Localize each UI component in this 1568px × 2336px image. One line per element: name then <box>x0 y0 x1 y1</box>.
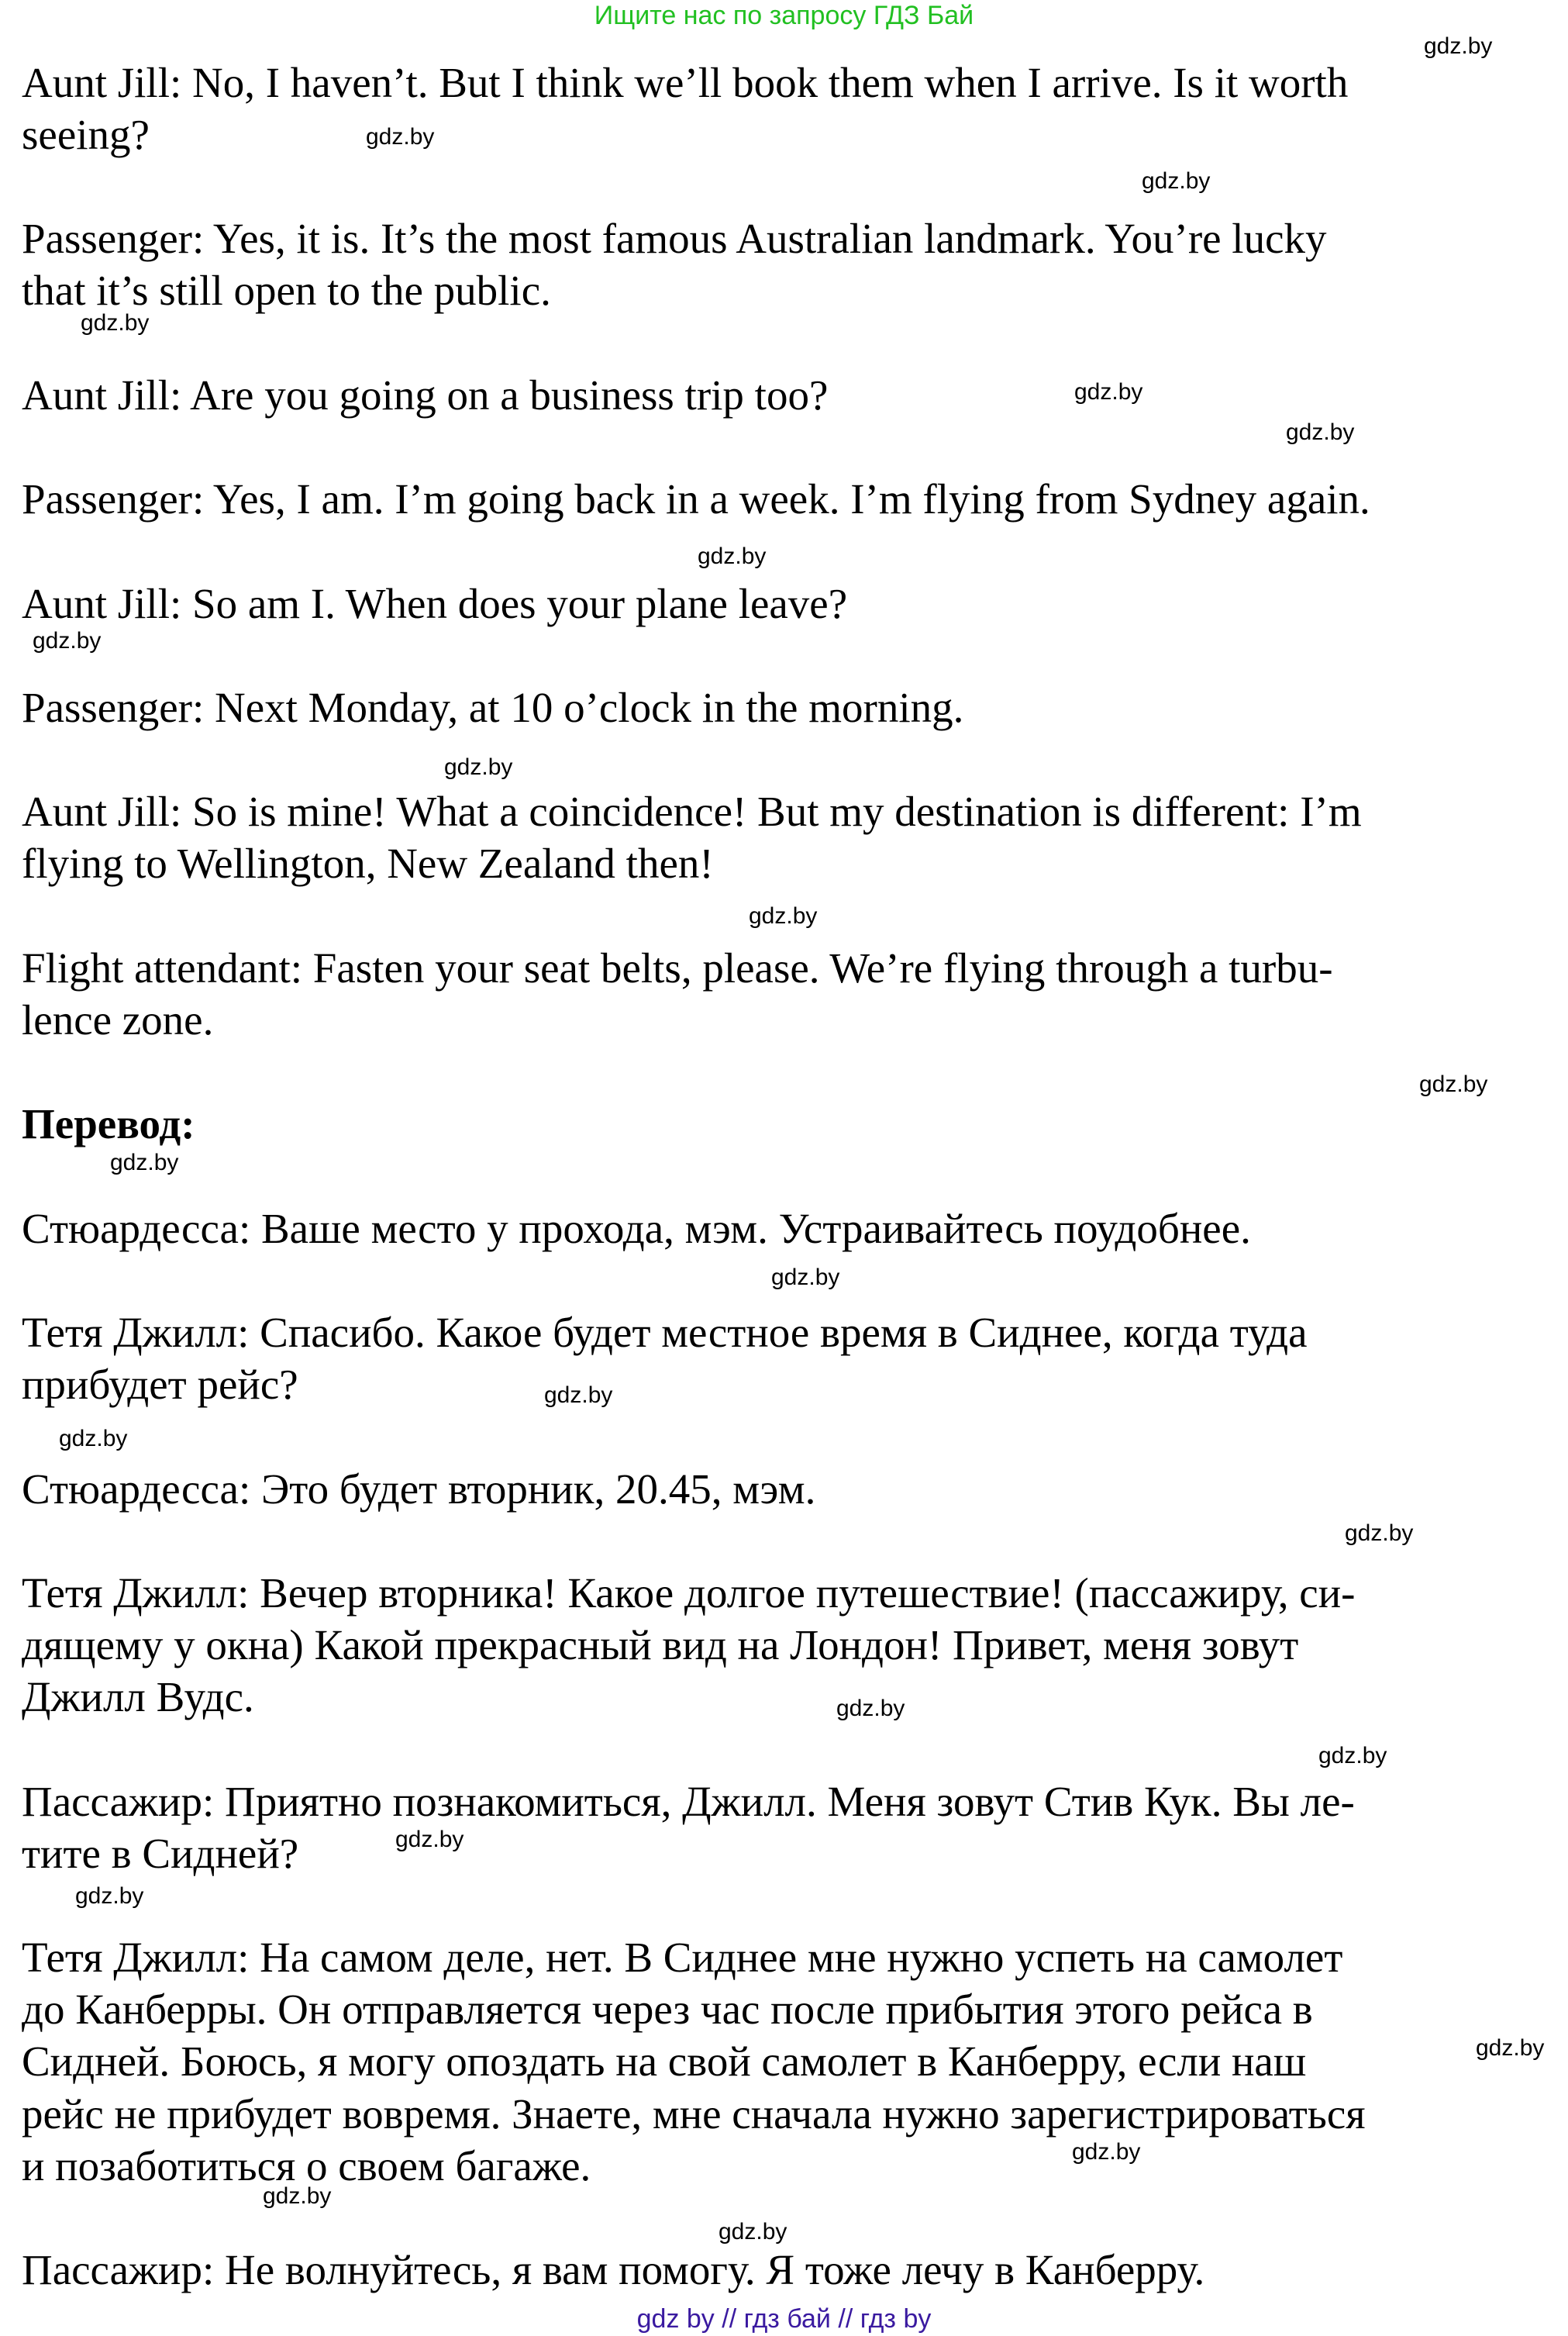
watermark: gdz.by <box>1476 2035 1545 2061</box>
translation-heading: Перевод: <box>22 1100 195 1147</box>
text-line: Пассажир: Приятно познакомиться, Джилл. Меня зовут Стив Кук. Вы ле- <box>22 1778 1355 1825</box>
text-line: Aunt Jill: No, I haven’t. But I think we’ll book them when I arrive. Is it worth <box>22 59 1349 106</box>
top-banner[interactable]: Ищите нас по запросу ГДЗ Бай <box>594 1 974 30</box>
watermark: gdz.by <box>366 124 435 150</box>
watermark: gdz.by <box>75 1883 144 1909</box>
text-line: Passenger: Yes, I am. I’m going back in a week. I’m flying from Sydney again. <box>22 475 1370 523</box>
text-line: seeing? <box>22 111 150 158</box>
text-line: тите в Сидней? <box>22 1830 299 1877</box>
watermark: gdz.by <box>1074 379 1143 405</box>
text-line: Тетя Джилл: На самом деле, нет. В Сиднее мне нужно успеть на самолет <box>22 1934 1343 1981</box>
watermark: gdz.by <box>395 1827 464 1852</box>
watermark: gdz.by <box>698 543 767 569</box>
text-line: Flight attendant: Fasten your seat belts, please. We’re flying through a turbu- <box>22 944 1333 992</box>
text-line: до Канберры. Он отправляется через час после прибытия этого рейса в <box>22 1986 1313 2033</box>
watermark: gdz.by <box>1142 168 1211 194</box>
watermark: gdz.by <box>1345 1520 1414 1546</box>
watermark: gdz.by <box>110 1150 179 1175</box>
watermark: gdz.by <box>444 754 513 780</box>
watermark: gdz.by <box>1318 1743 1387 1768</box>
text-line: Тетя Джилл: Спасибо. Какое будет местное время в Сиднее, когда туда <box>22 1309 1308 1356</box>
watermark: gdz.by <box>81 310 150 336</box>
watermark: gdz.by <box>771 1265 840 1290</box>
text-line: Passenger: Yes, it is. It’s the most famous Australian landmark. You’re lucky <box>22 215 1327 262</box>
text-line: Aunt Jill: So is mine! What a coincidence! But my destination is different: I’m <box>22 788 1362 835</box>
text-line: и позаботиться о своем багаже. <box>22 2142 591 2189</box>
text-line: Стюардесса: Ваше место у прохода, мэм. Устраивайтесь поудобнее. <box>22 1205 1251 1252</box>
watermark: gdz.by <box>1419 1071 1488 1097</box>
text-line: Пассажир: Не волнуйтесь, я вам помогу. Я тоже лечу в Канберру. <box>22 2246 1205 2293</box>
watermark: gdz.by <box>59 1426 128 1451</box>
text-line: дящему у окна) Какой прекрасный вид на Лондон! Привет, меня зовут <box>22 1621 1299 1668</box>
text-line: Aunt Jill: So am I. When does your plane leave? <box>22 580 848 627</box>
text-line: Passenger: Next Monday, at 10 o’clock in the morning. <box>22 684 964 731</box>
text-line: прибудет рейс? <box>22 1361 298 1408</box>
text-line: Тетя Джилл: Вечер вторника! Какое долгое путешествие! (пассажиру, си- <box>22 1569 1356 1617</box>
footer-links[interactable]: gdz by // гдз бай // гдз by <box>636 2304 932 2334</box>
watermark: gdz.by <box>749 903 818 929</box>
watermark: gdz.by <box>544 1382 613 1408</box>
watermark: gdz.by <box>1286 419 1355 445</box>
watermark: gdz.by <box>836 1696 905 1721</box>
text-line: Сидней. Боюсь, я могу опоздать на свой самолет в Канберру, если наш <box>22 2038 1307 2085</box>
watermark: gdz.by <box>1424 33 1493 59</box>
watermark: gdz.by <box>263 2183 332 2209</box>
text-line: Джилл Вудс. <box>22 1673 254 1720</box>
text-line: flying to Wellington, New Zealand then! <box>22 840 714 887</box>
watermark: gdz.by <box>1072 2139 1141 2165</box>
text-line: рейс не прибудет вовремя. Знаете, мне сначала нужно зарегистрироваться <box>22 2090 1366 2138</box>
text-line: Стюардесса: Это будет вторник, 20.45, мэм. <box>22 1465 816 1513</box>
text-line: Aunt Jill: Are you going on a business trip too? <box>22 371 829 419</box>
text-line: that it’s still open to the public. <box>22 267 551 314</box>
text-line: lence zone. <box>22 996 214 1044</box>
watermark: gdz.by <box>33 628 102 654</box>
watermark: gdz.by <box>719 2219 787 2245</box>
